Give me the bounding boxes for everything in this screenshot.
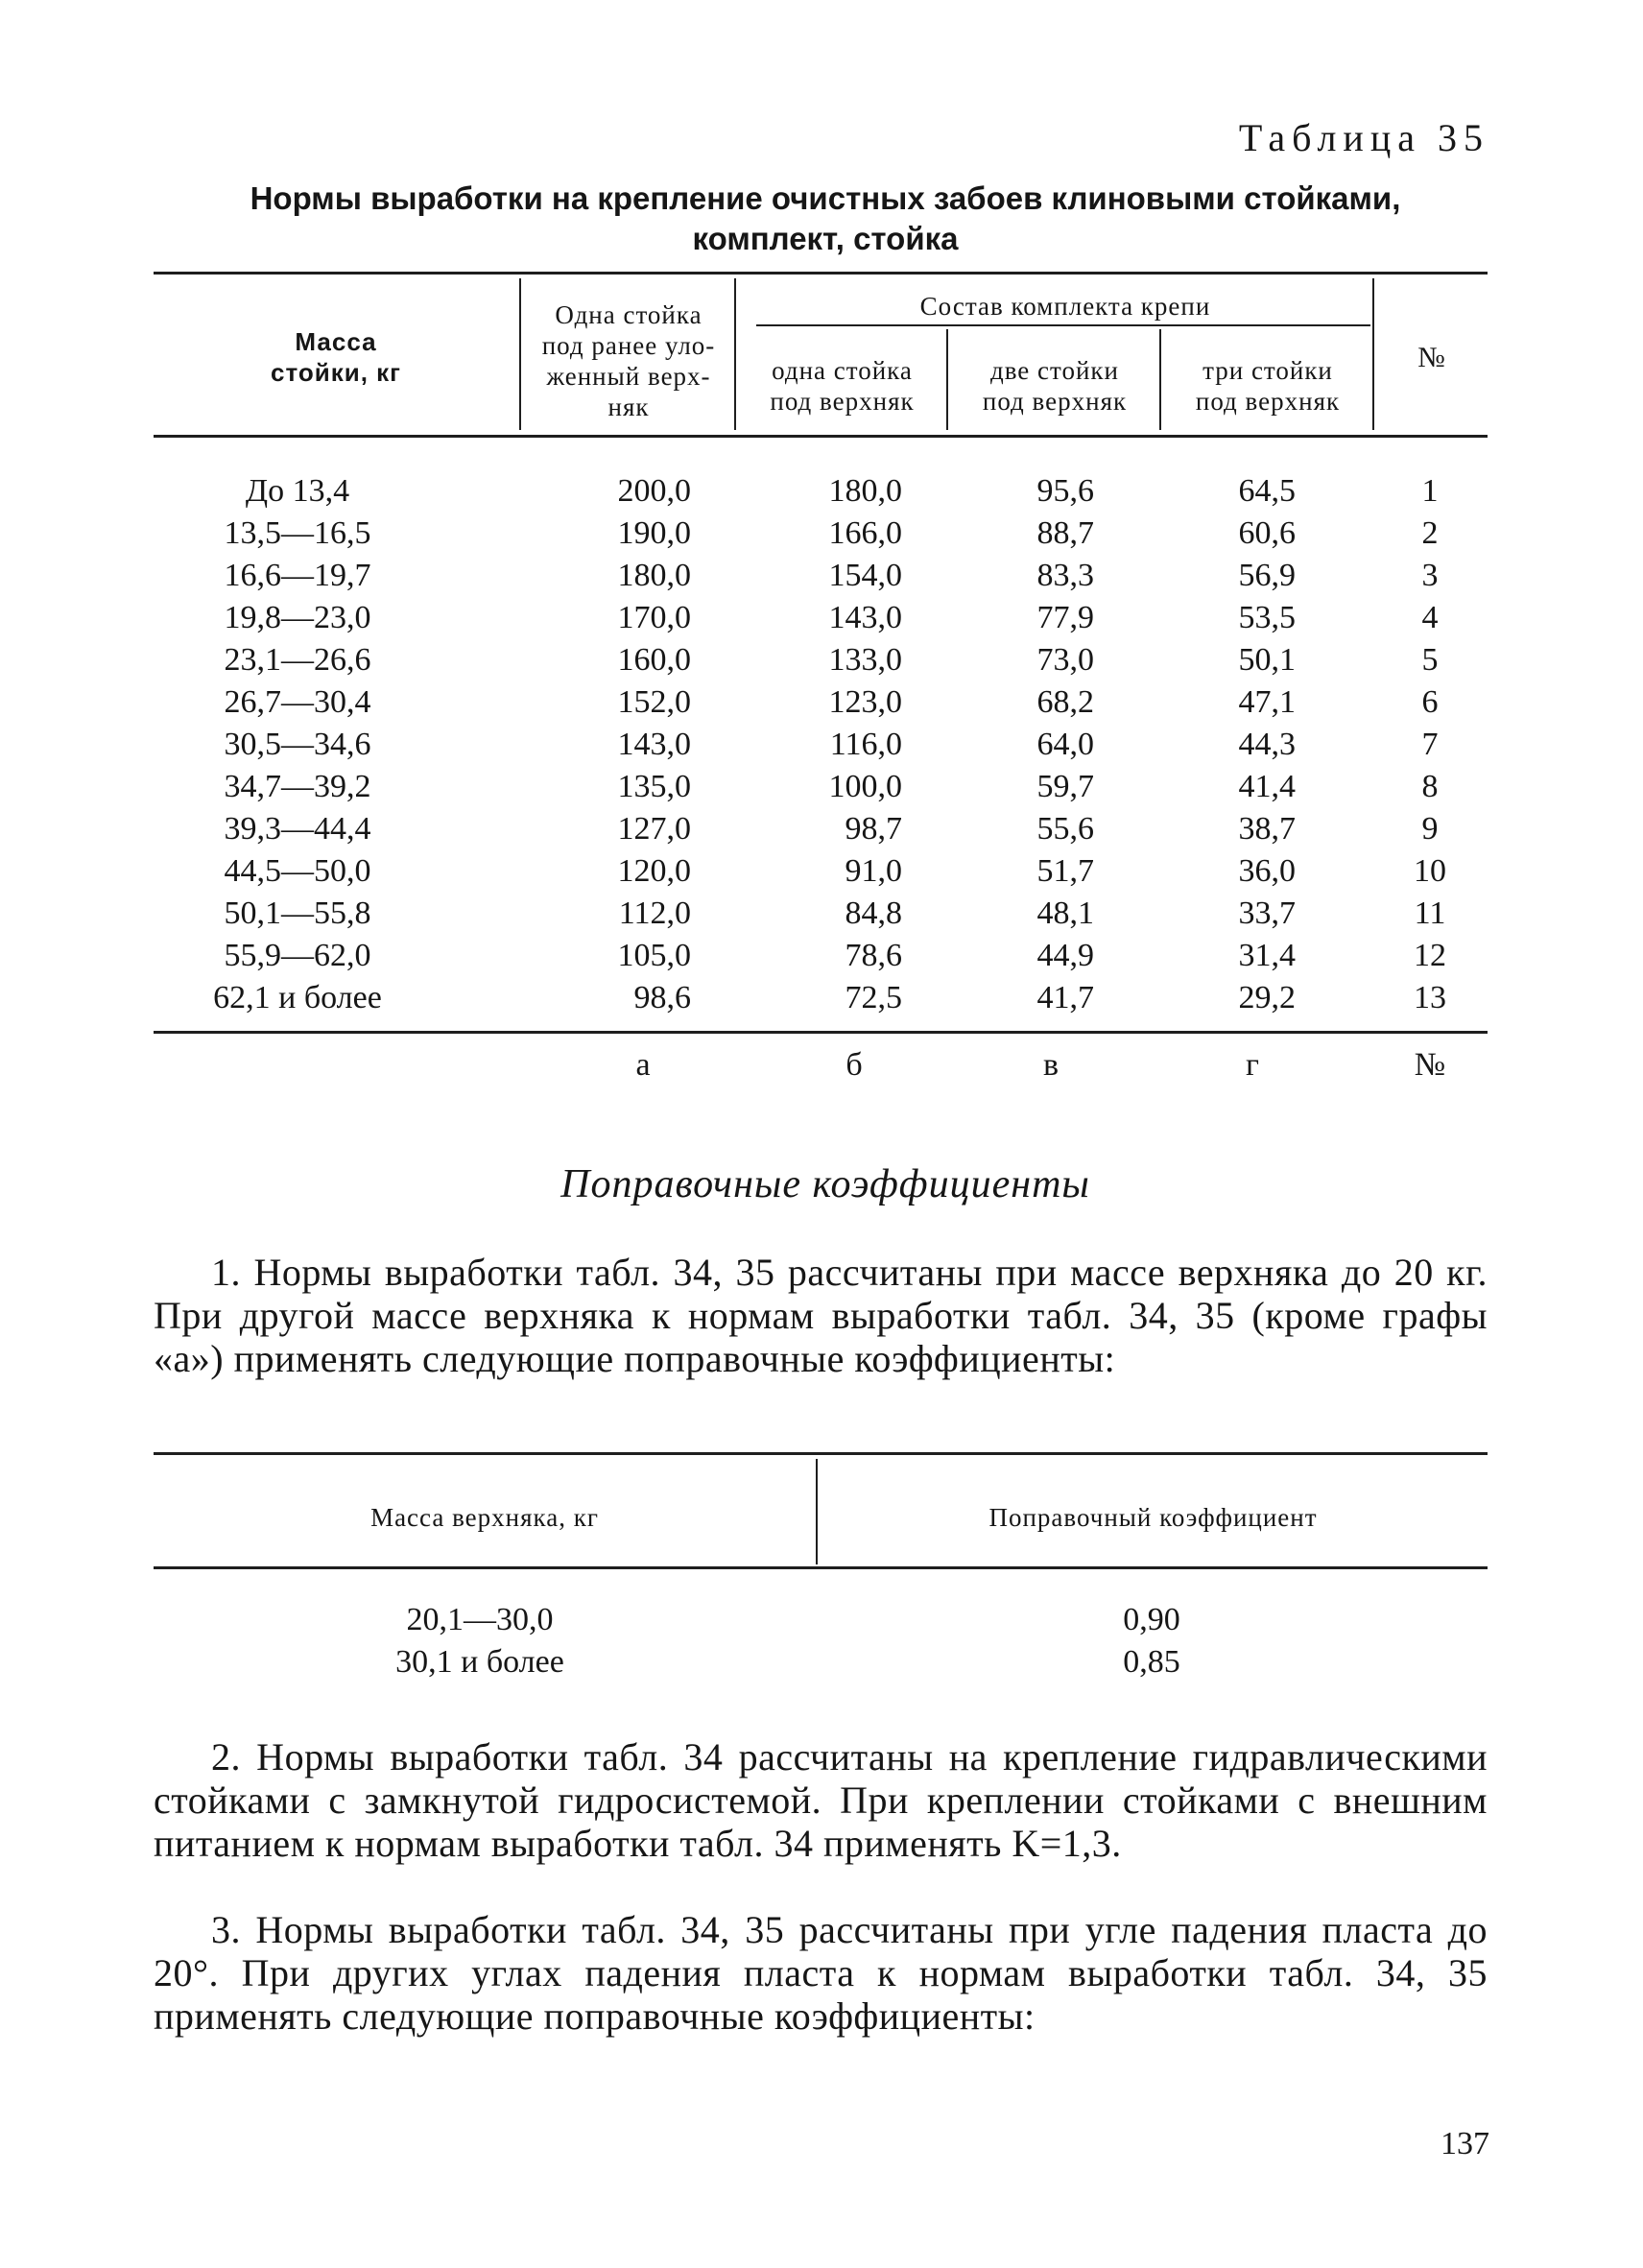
col-divider-1 [519, 278, 521, 430]
cell-v: 44,9 [1036, 938, 1094, 973]
main-table-bottom-rule [154, 1031, 1488, 1034]
cell-mass: 30,5—34,6 [224, 727, 371, 762]
table-label: Таблица 35 [1238, 116, 1489, 159]
cell-n: 4 [1421, 600, 1439, 635]
cell-a: 127,0 [617, 811, 691, 847]
header-single-prior: Одна стойка под ранее уло- женный верх- няк [541, 300, 716, 421]
cell-n: 10 [1414, 853, 1446, 889]
cell-g: 53,5 [1238, 600, 1296, 635]
cell-mass: До 13,4 [245, 473, 350, 509]
cell-b: 100,0 [828, 769, 902, 804]
cell-v: 77,9 [1036, 600, 1094, 635]
cell-v: 51,7 [1036, 853, 1094, 889]
cell-n: 6 [1421, 684, 1439, 720]
coef-table-header-rule [154, 1566, 1488, 1569]
cell-mass: 55,9—62,0 [224, 938, 371, 973]
cell-n: 1 [1421, 473, 1439, 509]
cell-a: 160,0 [617, 642, 691, 678]
cell-n: 3 [1421, 558, 1439, 593]
main-table-header-rule [154, 435, 1488, 438]
cell-a: 135,0 [617, 769, 691, 804]
coef-cell-mass: 20,1—30,0 [406, 1602, 554, 1637]
coef-cell-value: 0,85 [1123, 1644, 1180, 1680]
cell-v: 64,0 [1036, 727, 1094, 762]
page-number: 137 [1441, 2126, 1489, 2161]
cell-g: 47,1 [1238, 684, 1296, 720]
cell-g: 41,4 [1238, 769, 1296, 804]
header-two-stands: две стойки под верхняк [982, 356, 1128, 416]
cell-n: 7 [1421, 727, 1439, 762]
cell-mass: 62,1 и более [213, 980, 382, 1015]
cell-a: 112,0 [618, 895, 691, 931]
table-title-line2: комплект, стойка [692, 221, 959, 256]
group-header-rule [756, 324, 1370, 326]
main-table-top-rule [154, 272, 1488, 275]
cell-v: 95,6 [1036, 473, 1094, 509]
coef-header-mass: Масса верхняка, кг [370, 1503, 599, 1532]
paragraph-3: 3. Нормы выработки табл. 34, 35 рассчитаны при угле падения пласта до 20°. При других углах падения пласта к нормам выработки табл. 34, 35 применять следующие поправочные коэффициенты: [154, 1908, 1488, 2038]
cell-a: 98,6 [633, 980, 691, 1015]
cell-v: 55,6 [1036, 811, 1094, 847]
cell-mass: 23,1—26,6 [224, 642, 371, 678]
header-one-stand: одна стойка под верхняк [770, 356, 915, 416]
cell-v: 48,1 [1036, 895, 1094, 931]
cell-b: 91,0 [845, 853, 902, 889]
header-three-stands: три стойки под верхняк [1195, 356, 1341, 416]
cell-b: 123,0 [828, 684, 902, 720]
cell-g: 50,1 [1238, 642, 1296, 678]
cell-a: 190,0 [617, 515, 691, 551]
cell-b: 143,0 [828, 600, 902, 635]
cell-g: 64,5 [1238, 473, 1296, 509]
header-number: № [1417, 342, 1446, 373]
paragraph-2: 2. Нормы выработки табл. 34 рассчитаны на крепление гидравлическими стойками с замкнутой гидросистемой. При креплении стойками с внешним питанием к нормам выработки табл. 34 применять K=1,3. [154, 1735, 1488, 1865]
cell-b: 84,8 [845, 895, 902, 931]
column-letter-v: в [1042, 1047, 1060, 1083]
cell-g: 33,7 [1238, 895, 1296, 931]
cell-n: 12 [1414, 938, 1446, 973]
cell-mass: 19,8—23,0 [224, 600, 371, 635]
cell-a: 105,0 [617, 938, 691, 973]
column-letter-b: б [845, 1047, 863, 1083]
coef-cell-value: 0,90 [1123, 1602, 1180, 1637]
coef-cell-mass: 30,1 и более [395, 1644, 564, 1680]
cell-b: 133,0 [828, 642, 902, 678]
cell-a: 152,0 [617, 684, 691, 720]
cell-a: 170,0 [617, 600, 691, 635]
cell-n: 5 [1421, 642, 1439, 678]
header-mass: Масса стойки, кг [270, 327, 401, 387]
coef-table-top-rule [154, 1452, 1488, 1455]
cell-v: 41,7 [1036, 980, 1094, 1015]
cell-n: 13 [1414, 980, 1446, 1015]
cell-b: 166,0 [828, 515, 902, 551]
cell-b: 154,0 [828, 558, 902, 593]
section-heading: Поправочные коэффициенты [560, 1162, 1090, 1206]
cell-v: 73,0 [1036, 642, 1094, 678]
cell-b: 180,0 [828, 473, 902, 509]
cell-a: 200,0 [617, 473, 691, 509]
cell-n: 2 [1421, 515, 1439, 551]
cell-g: 29,2 [1238, 980, 1296, 1015]
coef-table-divider [816, 1459, 818, 1564]
cell-n: 11 [1414, 895, 1446, 931]
column-letter-g: г [1246, 1047, 1259, 1083]
cell-g: 44,3 [1238, 727, 1296, 762]
column-letter-number: № [1414, 1047, 1446, 1083]
cell-b: 78,6 [845, 938, 902, 973]
cell-mass: 13,5—16,5 [224, 515, 371, 551]
coef-header-coefficient: Поправочный коэффициент [988, 1503, 1318, 1532]
col-divider-4 [1159, 329, 1161, 430]
cell-n: 9 [1421, 811, 1439, 847]
col-divider-2 [734, 278, 736, 430]
col-divider-3 [946, 329, 948, 430]
cell-mass: 34,7—39,2 [224, 769, 371, 804]
table-title-line1: Нормы выработки на крепление очистных забоев клиновыми стойками, [250, 180, 1401, 216]
cell-g: 36,0 [1238, 853, 1296, 889]
cell-v: 88,7 [1036, 515, 1094, 551]
cell-n: 8 [1421, 769, 1439, 804]
cell-a: 143,0 [617, 727, 691, 762]
cell-g: 31,4 [1238, 938, 1296, 973]
cell-b: 116,0 [829, 727, 902, 762]
cell-mass: 16,6—19,7 [224, 558, 371, 593]
paragraph-1: 1. Нормы выработки табл. 34, 35 рассчитаны при массе верхняка до 20 кг. При другой массе верхняка к нормам выработки табл. 34, 35 (кроме графы «а») применять следующие поправочные коэффициенты: [154, 1251, 1488, 1380]
cell-mass: 39,3—44,4 [224, 811, 371, 847]
column-letter-a: а [635, 1047, 651, 1083]
cell-b: 98,7 [845, 811, 902, 847]
cell-mass: 44,5—50,0 [224, 853, 371, 889]
cell-a: 120,0 [617, 853, 691, 889]
table-title [154, 179, 1497, 259]
cell-v: 68,2 [1036, 684, 1094, 720]
cell-mass: 26,7—30,4 [224, 684, 371, 720]
cell-g: 38,7 [1238, 811, 1296, 847]
cell-g: 60,6 [1238, 515, 1296, 551]
cell-b: 72,5 [845, 980, 902, 1015]
cell-g: 56,9 [1238, 558, 1296, 593]
cell-v: 59,7 [1036, 769, 1094, 804]
cell-mass: 50,1—55,8 [224, 895, 371, 931]
cell-a: 180,0 [617, 558, 691, 593]
header-group: Состав комплекта крепи [919, 292, 1211, 321]
cell-v: 83,3 [1036, 558, 1094, 593]
